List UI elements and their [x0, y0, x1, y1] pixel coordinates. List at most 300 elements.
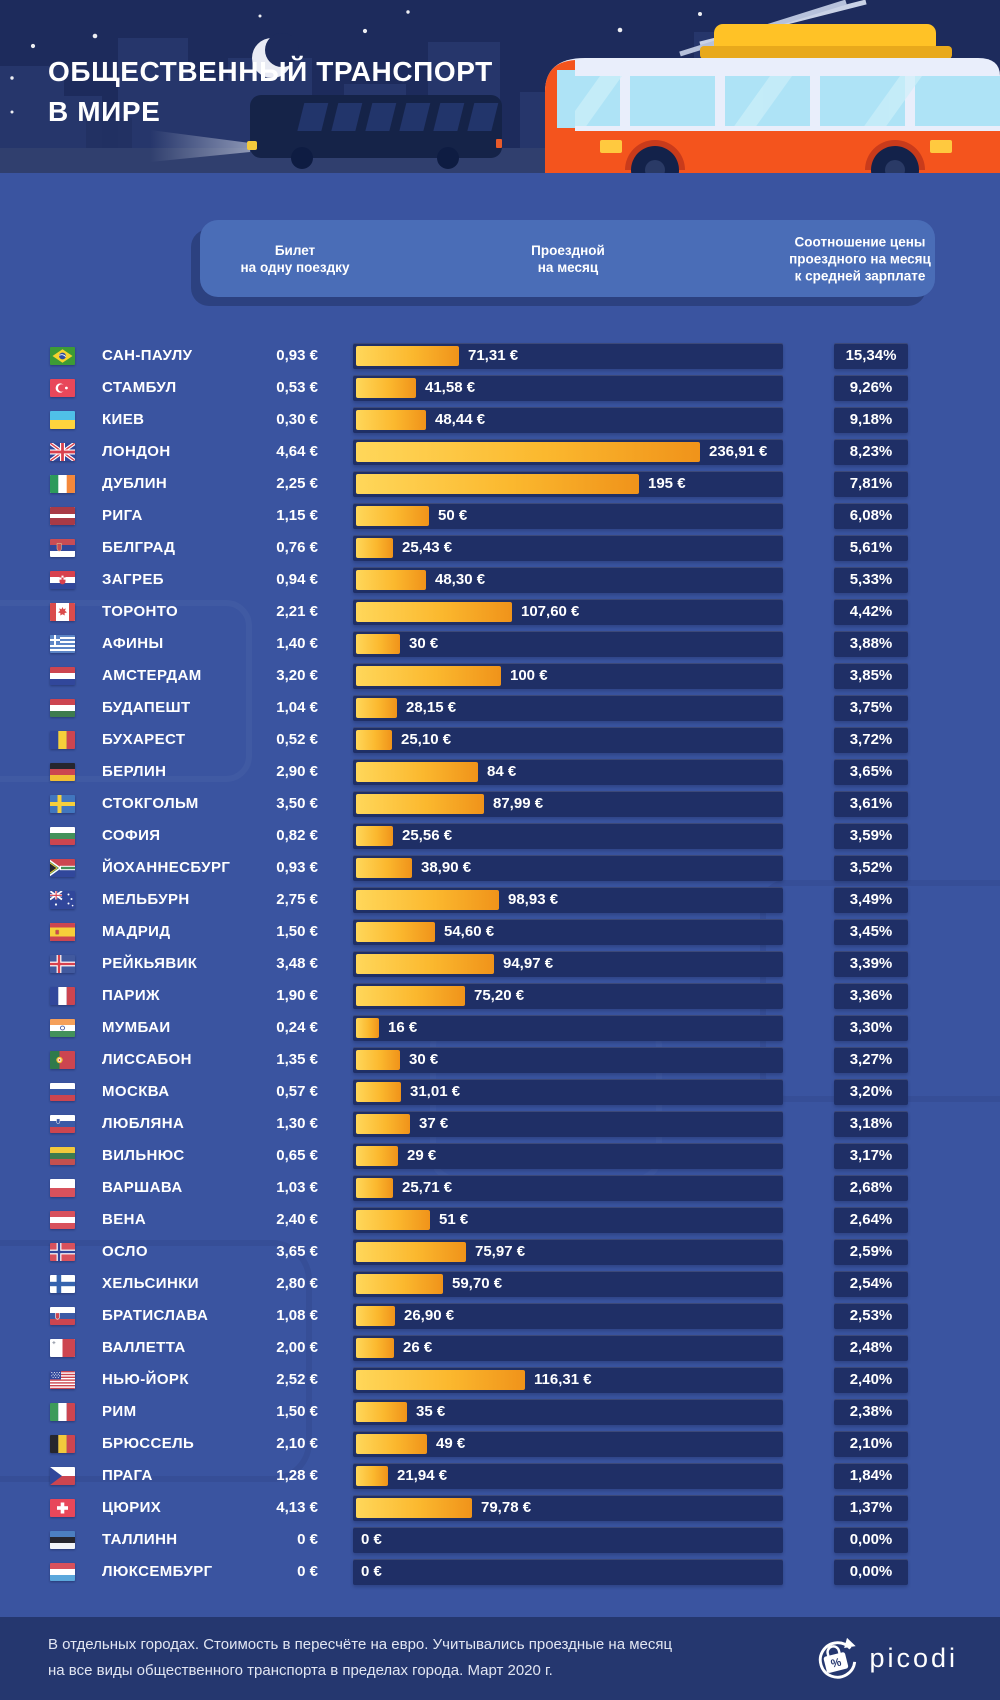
monthly-pass-bar [356, 1338, 394, 1358]
monthly-pass-value: 0 € [361, 1563, 382, 1580]
monthly-pass-bar [356, 954, 494, 974]
salary-ratio-badge: 0,00% [834, 1527, 908, 1553]
salary-ratio-badge: 3,36% [834, 983, 908, 1009]
salary-ratio-badge: 6,08% [834, 503, 908, 529]
monthly-pass-bar-track [353, 791, 783, 817]
table-row [0, 980, 1000, 1012]
monthly-pass-bar [356, 826, 393, 846]
table-row [0, 692, 1000, 724]
city-label: РЕЙКЬЯВИК [102, 955, 198, 972]
flag-slovenia-icon [50, 1115, 75, 1133]
monthly-pass-bar-track [353, 1271, 783, 1297]
monthly-pass-bar [356, 666, 501, 686]
table-row [0, 1044, 1000, 1076]
monthly-pass-value: 236,91 € [709, 443, 768, 460]
column-header-ticket: Билет на одну поездку [240, 242, 350, 275]
monthly-pass-bar-track [353, 343, 783, 369]
monthly-pass-bar-track [353, 1047, 783, 1073]
table-row [0, 1300, 1000, 1332]
monthly-pass-bar-track [353, 599, 783, 625]
city-label: СОФИЯ [102, 827, 161, 844]
salary-ratio-badge: 3,18% [834, 1111, 908, 1137]
city-label: ЛОНДОН [102, 443, 171, 460]
city-label: ЛЮКСЕМБУРГ [102, 1563, 213, 1580]
table-row [0, 1332, 1000, 1364]
monthly-pass-value: 25,56 € [402, 827, 453, 844]
salary-ratio-badge: 3,88% [834, 631, 908, 657]
monthly-pass-bar-track [353, 919, 783, 945]
salary-ratio-badge: 3,52% [834, 855, 908, 881]
city-label: ВЕНА [102, 1211, 147, 1228]
flag-norway-icon [50, 1243, 75, 1261]
ticket-price-value: 2,25 € [276, 475, 318, 492]
column-header-ratio: Соотношение цены проездного на месяц к средней зарплате [789, 234, 931, 283]
picodi-wordmark: picodi [869, 1643, 958, 1673]
monthly-pass-bar [356, 442, 700, 462]
monthly-pass-bar-track [353, 1399, 783, 1425]
table-row [0, 1236, 1000, 1268]
flag-usa-icon [50, 1371, 75, 1389]
city-label: МУМБАИ [102, 1019, 171, 1036]
table-row [0, 1524, 1000, 1556]
flag-bulgaria-icon [50, 827, 75, 845]
table-row [0, 340, 1000, 372]
monthly-pass-bar-track [353, 727, 783, 753]
monthly-pass-value: 16 € [388, 1019, 418, 1036]
city-label: ОСЛО [102, 1243, 148, 1260]
monthly-pass-bar [356, 858, 412, 878]
flag-south-africa-icon [50, 859, 75, 877]
monthly-pass-bar-track [353, 823, 783, 849]
city-label: ПРАГА [102, 1467, 153, 1484]
city-label: БУДАПЕШТ [102, 699, 191, 716]
monthly-pass-bar-track [353, 407, 783, 433]
monthly-pass-value: 84 € [487, 763, 517, 780]
monthly-pass-bar [356, 474, 639, 494]
ticket-price-value: 1,50 € [276, 1403, 318, 1420]
monthly-pass-bar-track [353, 1143, 783, 1169]
table-row [0, 1140, 1000, 1172]
monthly-pass-bar [356, 698, 397, 718]
salary-ratio-badge: 3,85% [834, 663, 908, 689]
flag-slovakia-icon [50, 1307, 75, 1325]
city-label: БЕЛГРАД [102, 539, 176, 556]
ticket-price-value: 0,57 € [276, 1083, 318, 1100]
monthly-pass-bar [356, 1370, 525, 1390]
monthly-pass-value: 98,93 € [508, 891, 559, 908]
monthly-pass-value: 25,10 € [401, 731, 452, 748]
salary-ratio-badge: 3,30% [834, 1015, 908, 1041]
monthly-pass-bar [356, 346, 459, 366]
city-label: БЕРЛИН [102, 763, 167, 780]
monthly-pass-bar-track [353, 1239, 783, 1265]
flag-croatia-icon [50, 571, 75, 589]
monthly-pass-bar-track [353, 375, 783, 401]
monthly-pass-bar [356, 410, 426, 430]
flag-india-icon [50, 1019, 75, 1037]
monthly-pass-bar [356, 1082, 401, 1102]
monthly-pass-bar-track [353, 951, 783, 977]
monthly-pass-value: 26 € [403, 1339, 433, 1356]
monthly-pass-bar [356, 1434, 427, 1454]
city-label: ВАЛЛЕТТА [102, 1339, 186, 1356]
table-row [0, 1268, 1000, 1300]
flag-netherlands-icon [50, 667, 75, 685]
salary-ratio-badge: 3,27% [834, 1047, 908, 1073]
monthly-pass-bar-track [353, 1175, 783, 1201]
flag-portugal-icon [50, 1051, 75, 1069]
city-label: КИЕВ [102, 411, 145, 428]
salary-ratio-badge: 3,20% [834, 1079, 908, 1105]
monthly-pass-bar-track [353, 1111, 783, 1137]
ticket-price-value: 1,04 € [276, 699, 318, 716]
monthly-pass-bar [356, 730, 392, 750]
table-row [0, 1460, 1000, 1492]
ticket-price-value: 1,35 € [276, 1051, 318, 1068]
table-row [0, 884, 1000, 916]
ticket-price-value: 0 € [297, 1531, 318, 1548]
monthly-pass-bar [356, 1274, 443, 1294]
ticket-price-value: 0,76 € [276, 539, 318, 556]
flag-germany-icon [50, 763, 75, 781]
flag-austria-icon [50, 1211, 75, 1229]
city-label: АМСТЕРДАМ [102, 667, 202, 684]
salary-ratio-badge: 2,54% [834, 1271, 908, 1297]
monthly-pass-value: 35 € [416, 1403, 446, 1420]
ticket-price-value: 0,24 € [276, 1019, 318, 1036]
monthly-pass-value: 21,94 € [397, 1467, 448, 1484]
salary-ratio-badge: 3,61% [834, 791, 908, 817]
flag-lithuania-icon [50, 1147, 75, 1165]
table-row [0, 1364, 1000, 1396]
monthly-pass-bar-track [353, 535, 783, 561]
monthly-pass-bar [356, 762, 478, 782]
table-row [0, 788, 1000, 820]
monthly-pass-value: 48,44 € [435, 411, 486, 428]
ticket-price-value: 0 € [297, 1563, 318, 1580]
header-illustration [0, 0, 1000, 173]
table-row [0, 724, 1000, 756]
salary-ratio-badge: 3,49% [834, 887, 908, 913]
city-label: ТОРОНТО [102, 603, 179, 620]
monthly-pass-value: 31,01 € [410, 1083, 461, 1100]
table-row [0, 1556, 1000, 1588]
monthly-pass-value: 30 € [409, 1051, 439, 1068]
city-label: МАДРИД [102, 923, 171, 940]
salary-ratio-badge: 2,59% [834, 1239, 908, 1265]
monthly-pass-value: 25,71 € [402, 1179, 453, 1196]
ticket-price-value: 2,00 € [276, 1339, 318, 1356]
salary-ratio-badge: 1,84% [834, 1463, 908, 1489]
table-row [0, 756, 1000, 788]
monthly-pass-bar [356, 570, 426, 590]
monthly-pass-bar-track [353, 1463, 783, 1489]
salary-ratio-badge: 2,48% [834, 1335, 908, 1361]
monthly-pass-bar [356, 1210, 430, 1230]
monthly-pass-value: 0 € [361, 1531, 382, 1548]
salary-ratio-badge: 3,65% [834, 759, 908, 785]
monthly-pass-bar-track [353, 1367, 783, 1393]
salary-ratio-badge: 8,23% [834, 439, 908, 465]
salary-ratio-badge: 2,64% [834, 1207, 908, 1233]
flag-czechia-icon [50, 1467, 75, 1485]
ticket-price-value: 0,53 € [276, 379, 318, 396]
monthly-pass-value: 25,43 € [402, 539, 453, 556]
headlight [247, 141, 257, 150]
monthly-pass-bar [356, 1018, 379, 1038]
salary-ratio-badge: 2,53% [834, 1303, 908, 1329]
flag-ireland-icon [50, 475, 75, 493]
city-label: МЕЛЬБУРН [102, 891, 190, 908]
monthly-pass-value: 49 € [436, 1435, 466, 1452]
monthly-pass-value: 87,99 € [493, 795, 544, 812]
column-header-monthly: Проездной на месяц [531, 242, 605, 275]
city-label: ВИЛЬНЮС [102, 1147, 185, 1164]
city-label: ТАЛЛИНН [102, 1531, 178, 1548]
table-row [0, 532, 1000, 564]
monthly-pass-bar-track [353, 855, 783, 881]
monthly-pass-value: 29 € [407, 1147, 437, 1164]
table-row [0, 820, 1000, 852]
monthly-pass-bar-track [353, 1079, 783, 1105]
ticket-price-value: 1,40 € [276, 635, 318, 652]
monthly-pass-bar [356, 602, 512, 622]
city-label: ДУБЛИН [102, 475, 168, 492]
monthly-pass-bar-track [353, 1335, 783, 1361]
table-row [0, 948, 1000, 980]
monthly-pass-value: 48,30 € [435, 571, 486, 588]
monthly-pass-bar [356, 378, 416, 398]
ticket-price-value: 1,03 € [276, 1179, 318, 1196]
monthly-pass-value: 30 € [409, 635, 439, 652]
flag-brazil-icon [50, 347, 75, 365]
flag-luxembourg-icon [50, 1563, 75, 1581]
monthly-pass-value: 75,97 € [475, 1243, 526, 1260]
flag-iceland-icon [50, 955, 75, 973]
ticket-price-value: 1,30 € [276, 1115, 318, 1132]
ticket-price-value: 1,28 € [276, 1467, 318, 1484]
monthly-pass-bar [356, 634, 400, 654]
city-label: ПАРИЖ [102, 987, 160, 1004]
monthly-pass-value: 75,20 € [474, 987, 525, 1004]
city-label: МОСКВА [102, 1083, 170, 1100]
salary-ratio-badge: 2,40% [834, 1367, 908, 1393]
salary-ratio-badge: 5,61% [834, 535, 908, 561]
salary-ratio-badge: 2,68% [834, 1175, 908, 1201]
monthly-pass-bar-track [353, 1559, 783, 1585]
monthly-pass-bar [356, 1306, 395, 1326]
salary-ratio-badge: 3,75% [834, 695, 908, 721]
table-row [0, 1492, 1000, 1524]
table-row [0, 1204, 1000, 1236]
monthly-pass-value: 41,58 € [425, 379, 476, 396]
city-label: БУХАРЕСТ [102, 731, 186, 748]
monthly-pass-bar-track [353, 1303, 783, 1329]
city-rows [0, 340, 1000, 1588]
monthly-pass-value: 51 € [439, 1211, 469, 1228]
flag-australia-icon [50, 891, 75, 909]
table-row [0, 436, 1000, 468]
table-row [0, 1012, 1000, 1044]
table-row [0, 852, 1000, 884]
salary-ratio-badge: 3,59% [834, 823, 908, 849]
monthly-pass-bar-track [353, 471, 783, 497]
monthly-pass-bar-track [353, 503, 783, 529]
flag-greece-icon [50, 635, 75, 653]
flag-estonia-icon [50, 1531, 75, 1549]
footnote-line2: на все виды общественного транспорта в пределах города. Март 2020 г. [48, 1662, 553, 1679]
page-title [48, 52, 493, 132]
city-label: ЦЮРИХ [102, 1499, 162, 1516]
monthly-pass-bar [356, 1146, 398, 1166]
monthly-pass-value: 195 € [648, 475, 686, 492]
picodi-logo [813, 1636, 958, 1682]
flag-malta-icon [50, 1339, 75, 1357]
table-row [0, 564, 1000, 596]
monthly-pass-bar-track [353, 1527, 783, 1553]
monthly-pass-value: 54,60 € [444, 923, 495, 940]
monthly-pass-value: 71,31 € [468, 347, 519, 364]
table-row [0, 404, 1000, 436]
monthly-pass-bar [356, 922, 435, 942]
footer [0, 1617, 1000, 1700]
monthly-pass-value: 79,78 € [481, 1499, 532, 1516]
table-row [0, 1076, 1000, 1108]
monthly-pass-bar [356, 538, 393, 558]
page-title-line1: ОБЩЕСТВЕННЫЙ ТРАНСПОРТ [48, 56, 493, 87]
monthly-pass-bar-track [353, 631, 783, 657]
picodi-bag-icon [813, 1636, 859, 1682]
ticket-price-value: 3,48 € [276, 955, 318, 972]
table-row [0, 628, 1000, 660]
salary-ratio-badge: 1,37% [834, 1495, 908, 1521]
flag-latvia-icon [50, 507, 75, 525]
monthly-pass-bar-track [353, 1431, 783, 1457]
flag-russia-icon [50, 1083, 75, 1101]
city-label: ЛЮБЛЯНА [102, 1115, 185, 1132]
monthly-pass-value: 100 € [510, 667, 548, 684]
monthly-pass-bar [356, 1242, 466, 1262]
salary-ratio-badge: 0,00% [834, 1559, 908, 1585]
table-row [0, 1108, 1000, 1140]
flag-france-icon [50, 987, 75, 1005]
table-row [0, 596, 1000, 628]
ticket-price-value: 0,65 € [276, 1147, 318, 1164]
table-row [0, 660, 1000, 692]
flag-belgium-icon [50, 1435, 75, 1453]
monthly-pass-value: 116,31 € [534, 1371, 592, 1388]
monthly-pass-bar [356, 890, 499, 910]
flag-united-kingdom-icon [50, 443, 75, 461]
ticket-price-value: 2,40 € [276, 1211, 318, 1228]
monthly-pass-bar-track [353, 1495, 783, 1521]
table-row [0, 1172, 1000, 1204]
ticket-price-value: 0,93 € [276, 347, 318, 364]
ticket-price-value: 2,10 € [276, 1435, 318, 1452]
salary-ratio-badge: 3,17% [834, 1143, 908, 1169]
table-row [0, 468, 1000, 500]
monthly-pass-bar-track [353, 983, 783, 1009]
salary-ratio-badge: 2,10% [834, 1431, 908, 1457]
city-label: ХЕЛЬСИНКИ [102, 1275, 199, 1292]
table-row [0, 372, 1000, 404]
monthly-pass-bar [356, 1178, 393, 1198]
ticket-price-value: 3,20 € [276, 667, 318, 684]
table-row [0, 916, 1000, 948]
ticket-price-value: 0,93 € [276, 859, 318, 876]
ticket-price-value: 0,52 € [276, 731, 318, 748]
ticket-price-value: 4,13 € [276, 1499, 318, 1516]
monthly-pass-bar [356, 1466, 388, 1486]
city-label: ВАРШАВА [102, 1179, 183, 1196]
monthly-pass-bar-track [353, 759, 783, 785]
monthly-pass-value: 26,90 € [404, 1307, 455, 1324]
footnote [48, 1632, 672, 1684]
monthly-pass-bar-track [353, 439, 783, 465]
monthly-pass-bar-track [353, 887, 783, 913]
city-label: НЬЮ-ЙОРК [102, 1371, 189, 1388]
salary-ratio-badge: 5,33% [834, 567, 908, 593]
flag-finland-icon [50, 1275, 75, 1293]
monthly-pass-bar-track [353, 1015, 783, 1041]
table-row [0, 500, 1000, 532]
ticket-price-value: 0,82 € [276, 827, 318, 844]
salary-ratio-badge: 9,18% [834, 407, 908, 433]
flag-sweden-icon [50, 795, 75, 813]
monthly-pass-bar-track [353, 663, 783, 689]
salary-ratio-badge: 4,42% [834, 599, 908, 625]
svg-text:%: % [830, 1656, 844, 1671]
flag-canada-icon [50, 603, 75, 621]
column-header-card [200, 220, 935, 297]
flag-ukraine-icon [50, 411, 75, 429]
ticket-price-value: 1,08 € [276, 1307, 318, 1324]
monthly-pass-bar [356, 986, 465, 1006]
monthly-pass-value: 94,97 € [503, 955, 554, 972]
ticket-price-value: 2,90 € [276, 763, 318, 780]
monthly-pass-bar [356, 794, 484, 814]
ticket-price-value: 2,52 € [276, 1371, 318, 1388]
ticket-price-value: 3,65 € [276, 1243, 318, 1260]
ticket-price-value: 0,94 € [276, 571, 318, 588]
city-label: РИМ [102, 1403, 137, 1420]
city-label: ЙОХАННЕСБУРГ [102, 859, 231, 876]
ticket-price-value: 2,75 € [276, 891, 318, 908]
flag-poland-icon [50, 1179, 75, 1197]
table-row [0, 1396, 1000, 1428]
salary-ratio-badge: 7,81% [834, 471, 908, 497]
monthly-pass-value: 107,60 € [521, 603, 580, 620]
city-label: БРЮССЕЛЬ [102, 1435, 195, 1452]
ticket-price-value: 3,50 € [276, 795, 318, 812]
flag-romania-icon [50, 731, 75, 749]
ticket-price-value: 0,30 € [276, 411, 318, 428]
monthly-pass-value: 37 € [419, 1115, 449, 1132]
ticket-price-value: 1,50 € [276, 923, 318, 940]
salary-ratio-badge: 2,38% [834, 1399, 908, 1425]
city-label: САН-ПАУЛУ [102, 347, 193, 364]
monthly-pass-bar-track [353, 567, 783, 593]
monthly-pass-value: 28,15 € [406, 699, 457, 716]
city-label: ЗАГРЕБ [102, 571, 164, 588]
flag-hungary-icon [50, 699, 75, 717]
monthly-pass-bar [356, 1114, 410, 1134]
flag-spain-icon [50, 923, 75, 941]
flag-turkey-icon [50, 379, 75, 397]
ticket-price-value: 1,15 € [276, 507, 318, 524]
monthly-pass-bar-track [353, 695, 783, 721]
ticket-price-value: 2,21 € [276, 603, 318, 620]
